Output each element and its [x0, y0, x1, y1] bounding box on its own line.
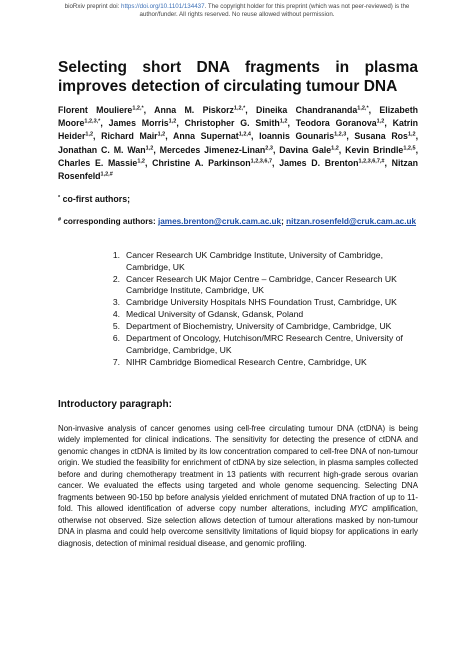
author-affiliation-sup: 1,2,4: [238, 131, 251, 138]
author-name: James D. Brenton: [279, 157, 359, 168]
gene-name: MYC: [350, 504, 368, 514]
author-name: Florent Mouliere: [58, 105, 133, 115]
affiliation-number: 2.: [112, 273, 120, 284]
author-separator: ,: [165, 131, 173, 142]
author-affiliation-sup: 1,2: [331, 145, 339, 152]
affiliation-text: Cancer Research UK Major Centre – Cambridge, Cancer Research UK Cambridge Institute, Cambridge, UK: [126, 273, 397, 296]
author-affiliation-sup: 1,2,3: [334, 131, 347, 138]
abstract-part1: Non-invasive analysis of cancer genomes using cell-free circulating tumour DNA (ctDNA) is being widely implemented for clinical indications. The sensitivity for detecting the presence of ctDNA and genomic changes in ctDNA is limited by its low concentration compared to cell-free DNA of non-tumour origin. We studied the feasibility for enrichment of ctDNA by size selection, in plasma samples collected before and during chemotherapy treatment in 13 patients with recurrent high-grade serous ovarian cancer. We evaluated the effects using targeted and whole genome sequencing. Selecting DNA fragments between 90-150 bp before analysis yielded enrichment of mutated DNA fraction of up to 11-fold. This allowed identification of adverse copy number alterations, including: [58, 424, 418, 514]
author-affiliation-sup: 1,2,3,*: [84, 118, 101, 125]
author-affiliation-sup: 1,2,3,6,7,#: [358, 158, 385, 165]
author-affiliation-sup: 1,2,#: [100, 171, 113, 178]
author-affiliation-sup: 1,2: [168, 118, 177, 125]
author-separator: ,: [415, 144, 419, 155]
author-affiliation-sup: 1,2,*: [233, 105, 246, 112]
affiliation-number: 7.: [112, 356, 120, 367]
affiliation-number: 4.: [112, 309, 120, 320]
author-name: Katrin Heider: [58, 118, 419, 142]
author-name: Anna Supernat: [173, 131, 239, 142]
email-link-brenton[interactable]: james.brenton@cruk.cam.ac.uk: [157, 217, 282, 226]
author-name: Ioannis Gounaris: [259, 131, 335, 142]
author-affiliation-sup: 1,2: [407, 131, 416, 138]
abstract-part2: amplification, otherwise not observed. Size selection allows detection of tumour alterations masked by non-tumour DNA in plasma and could help overcome sensitivity limitations of liquid biopsy for applications in early diagnosis, detection of minimal residual disease, and genomic profiling.: [58, 504, 419, 548]
author-separator: ,: [338, 144, 346, 155]
author-name: Anna M. Piskorz: [154, 105, 234, 115]
cofirst-text: co-first authors;: [60, 194, 131, 204]
author-separator: ,: [287, 118, 296, 129]
affiliation-list: [112, 250, 422, 369]
author-separator: ,: [245, 105, 257, 115]
author-separator: ,: [100, 118, 109, 129]
affiliation-item: [112, 297, 422, 309]
author-affiliation-sup: 1,2: [376, 118, 385, 125]
header-line2: author/funder. All rights reserved. No reuse allowed without permission.: [139, 11, 335, 18]
author-affiliation-sup: 1,2: [85, 131, 94, 138]
affiliation-number: 6.: [112, 333, 120, 344]
affiliation-number: 1.: [112, 250, 120, 260]
author-separator: ,: [272, 157, 280, 168]
author-name: Christine A. Parkinson: [152, 157, 251, 168]
affiliation-text: Department of Biochemistry, University of Cambridge, Cambridge, UK: [126, 321, 392, 332]
author-separator: ,: [250, 131, 260, 142]
affiliation-text: Cambridge University Hospitals NHS Foundation Trust, Cambridge, UK: [126, 297, 397, 308]
author-affiliation-sup: 1,2,*: [357, 105, 369, 112]
author-affiliation-sup: 1,2,5: [403, 145, 416, 152]
author-affiliation-sup: 1,2,3,6,7: [250, 158, 273, 165]
author-separator: ,: [368, 105, 380, 115]
author-name: Davina Gale: [279, 144, 332, 155]
author-affiliation-sup: 1,2: [137, 158, 145, 165]
author-name: Mercedes Jimenez-Linan: [159, 144, 266, 155]
author-separator: ,: [346, 131, 355, 142]
author-name: Kevin Brindle: [345, 144, 404, 155]
author-name: Elizabeth Moore: [58, 105, 419, 129]
email-link-rosenfeld[interactable]: nitzan.rosenfeld@cruk.cam.ac.uk: [286, 217, 417, 226]
author-name: Teodora Goranova: [295, 118, 377, 129]
author-affiliation-sup: 2,3: [265, 145, 273, 152]
affiliation-item: [112, 309, 422, 321]
author-name: Dineika Chandrananda: [256, 105, 358, 115]
doi-link[interactable]: https://doi.org/10.1101/134437: [121, 3, 205, 10]
author-name: Christopher G. Smith: [184, 118, 280, 129]
affiliation-item: [112, 250, 422, 273]
corresponding-mark: #: [58, 217, 62, 223]
intro-paragraph: [58, 423, 418, 549]
affiliation-item: [112, 321, 422, 333]
corresponding-note: [58, 216, 438, 228]
email-separator: ;: [281, 217, 287, 226]
author-separator: ,: [384, 157, 392, 168]
affiliation-number: 3.: [112, 297, 120, 308]
paper-title: Selecting short DNA fragments in plasma improves detection of circulating tumour DNA: [58, 59, 418, 95]
author-affiliation-sup: 1,2: [157, 131, 166, 138]
affiliation-text: NIHR Cambridge Biomedical Research Centre, Cambridge, UK: [126, 356, 367, 367]
author-name: Richard Mair: [101, 131, 158, 142]
affiliation-text: Medical University of Gdansk, Gdansk, Poland: [126, 309, 304, 320]
author-separator: ,: [384, 118, 393, 129]
author-separator: ,: [144, 157, 153, 168]
author-separator: ,: [176, 118, 185, 129]
author-name: Nitzan Rosenfeld: [58, 157, 419, 182]
affiliation-text: Cancer Research UK Cambridge Institute, University of Cambridge, Cambridge, UK: [126, 250, 383, 272]
author-affiliation-sup: 1,2: [145, 145, 154, 152]
author-separator: ,: [153, 144, 160, 155]
author-separator: ,: [93, 131, 102, 142]
author-separator: ,: [143, 105, 155, 115]
author-name: James Morris: [108, 118, 169, 129]
author-affiliation-sup: 1,2: [279, 118, 288, 125]
author-affiliation-sup: 1,2,*: [132, 105, 144, 112]
cofirst-mark: *: [58, 195, 61, 201]
affiliation-item: [112, 333, 422, 356]
affiliation-text: Department of Oncology, Hutchison/MRC Research Centre, University of Cambridge, Cambridge, UK: [126, 333, 403, 355]
header-prefix: bioRxiv preprint doi:: [64, 3, 122, 10]
author-separator: ,: [415, 131, 419, 142]
preprint-header-note: [0, 3, 474, 19]
header-suffix: . The copyright holder for this preprint (which was not peer-reviewed) is the: [204, 3, 410, 10]
affiliation-number: 5.: [112, 321, 120, 332]
affiliation-item: [112, 274, 422, 297]
author-name: Susana Ros: [354, 131, 408, 142]
author-list: [58, 104, 418, 183]
intro-heading: Introductory paragraph:: [58, 399, 172, 410]
author-name: Charles E. Massie: [58, 157, 138, 168]
cofirst-note: [58, 193, 418, 205]
corresponding-text: corresponding authors:: [61, 217, 158, 226]
author-separator: ,: [272, 144, 280, 155]
author-name: Jonathan C. M. Wan: [58, 144, 146, 155]
affiliation-item: [112, 357, 422, 369]
